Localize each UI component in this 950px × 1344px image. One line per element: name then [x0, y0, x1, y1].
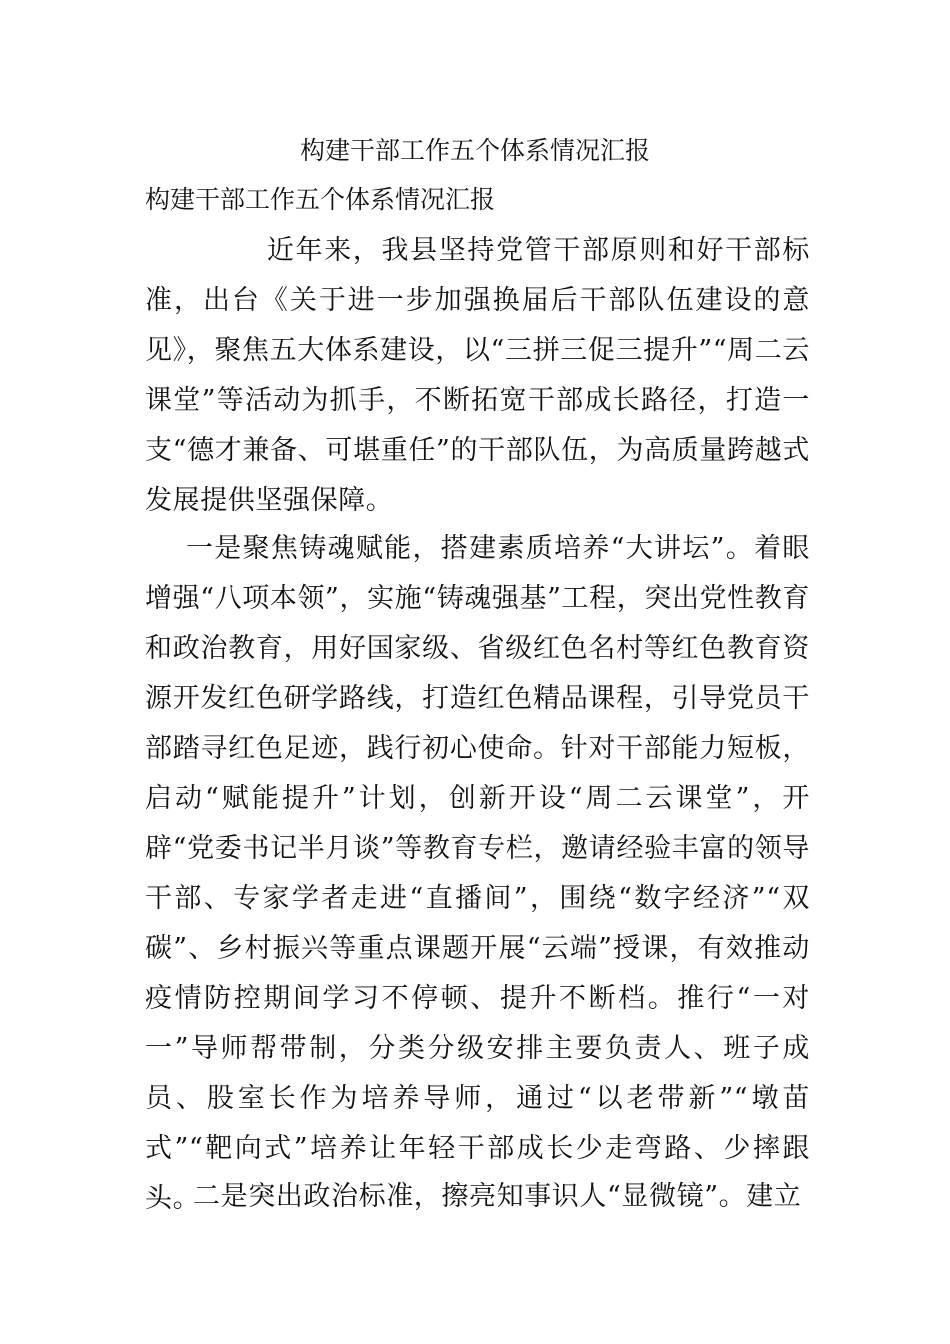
body-paragraph-section-one: 一是聚焦铸魂赋能，搭建素质培养“大讲坛”。着眼增强“八项本领”，实施“铸魂强基”工程，突出党性教育和政治教育，用好国家级、省级红色名村等红色教育资源开发红色研学路线，打造红色精品课程，引导党员干部踏寻红色足迹，践行初心使命。针对干部能力短板，启动“赋能提升”计划，创新开设“周二云课堂”，开辟“党委书记半月谈”等教育专栏，邀请经验丰富的领导干部、专家学者走进“直播间”，围绕“数字经济”“双碳”、乡村振兴等重点课题开展“云端”授课，有效推动疫情防控期间学习不停顿、提升不断档。推行“一对一”导师帮带制，分类分级安排主要负责人、班子成员、股室长作为培养导师，通过“以老带新”“墩苗式”“靶向式”培养让年轻干部成长少走弯路、少摔跟头。 [145, 533, 810, 1214]
body-paragraph-section-two: 二是突出政治标准，擦亮知事识人“显微镜”。建立 [193, 1181, 802, 1212]
document-title: 构建干部工作五个体系情况汇报 [299, 136, 650, 165]
body-paragraph-intro: 近年来，我县坚持党管干部原则和好干部标准，出台《关于进一步加强换届后干部队伍建设的意见》，聚焦五大体系建设，以“三拼三促三提升”“周二云课堂”等活动为抓手，不断拓宽干部成长路径，打造一支“德才兼备、可堪重任”的干部队伍，为高质量跨越式发展提供坚强保障。 [145, 235, 810, 516]
document-subtitle: 构建干部工作五个体系情况汇报 [145, 185, 496, 214]
